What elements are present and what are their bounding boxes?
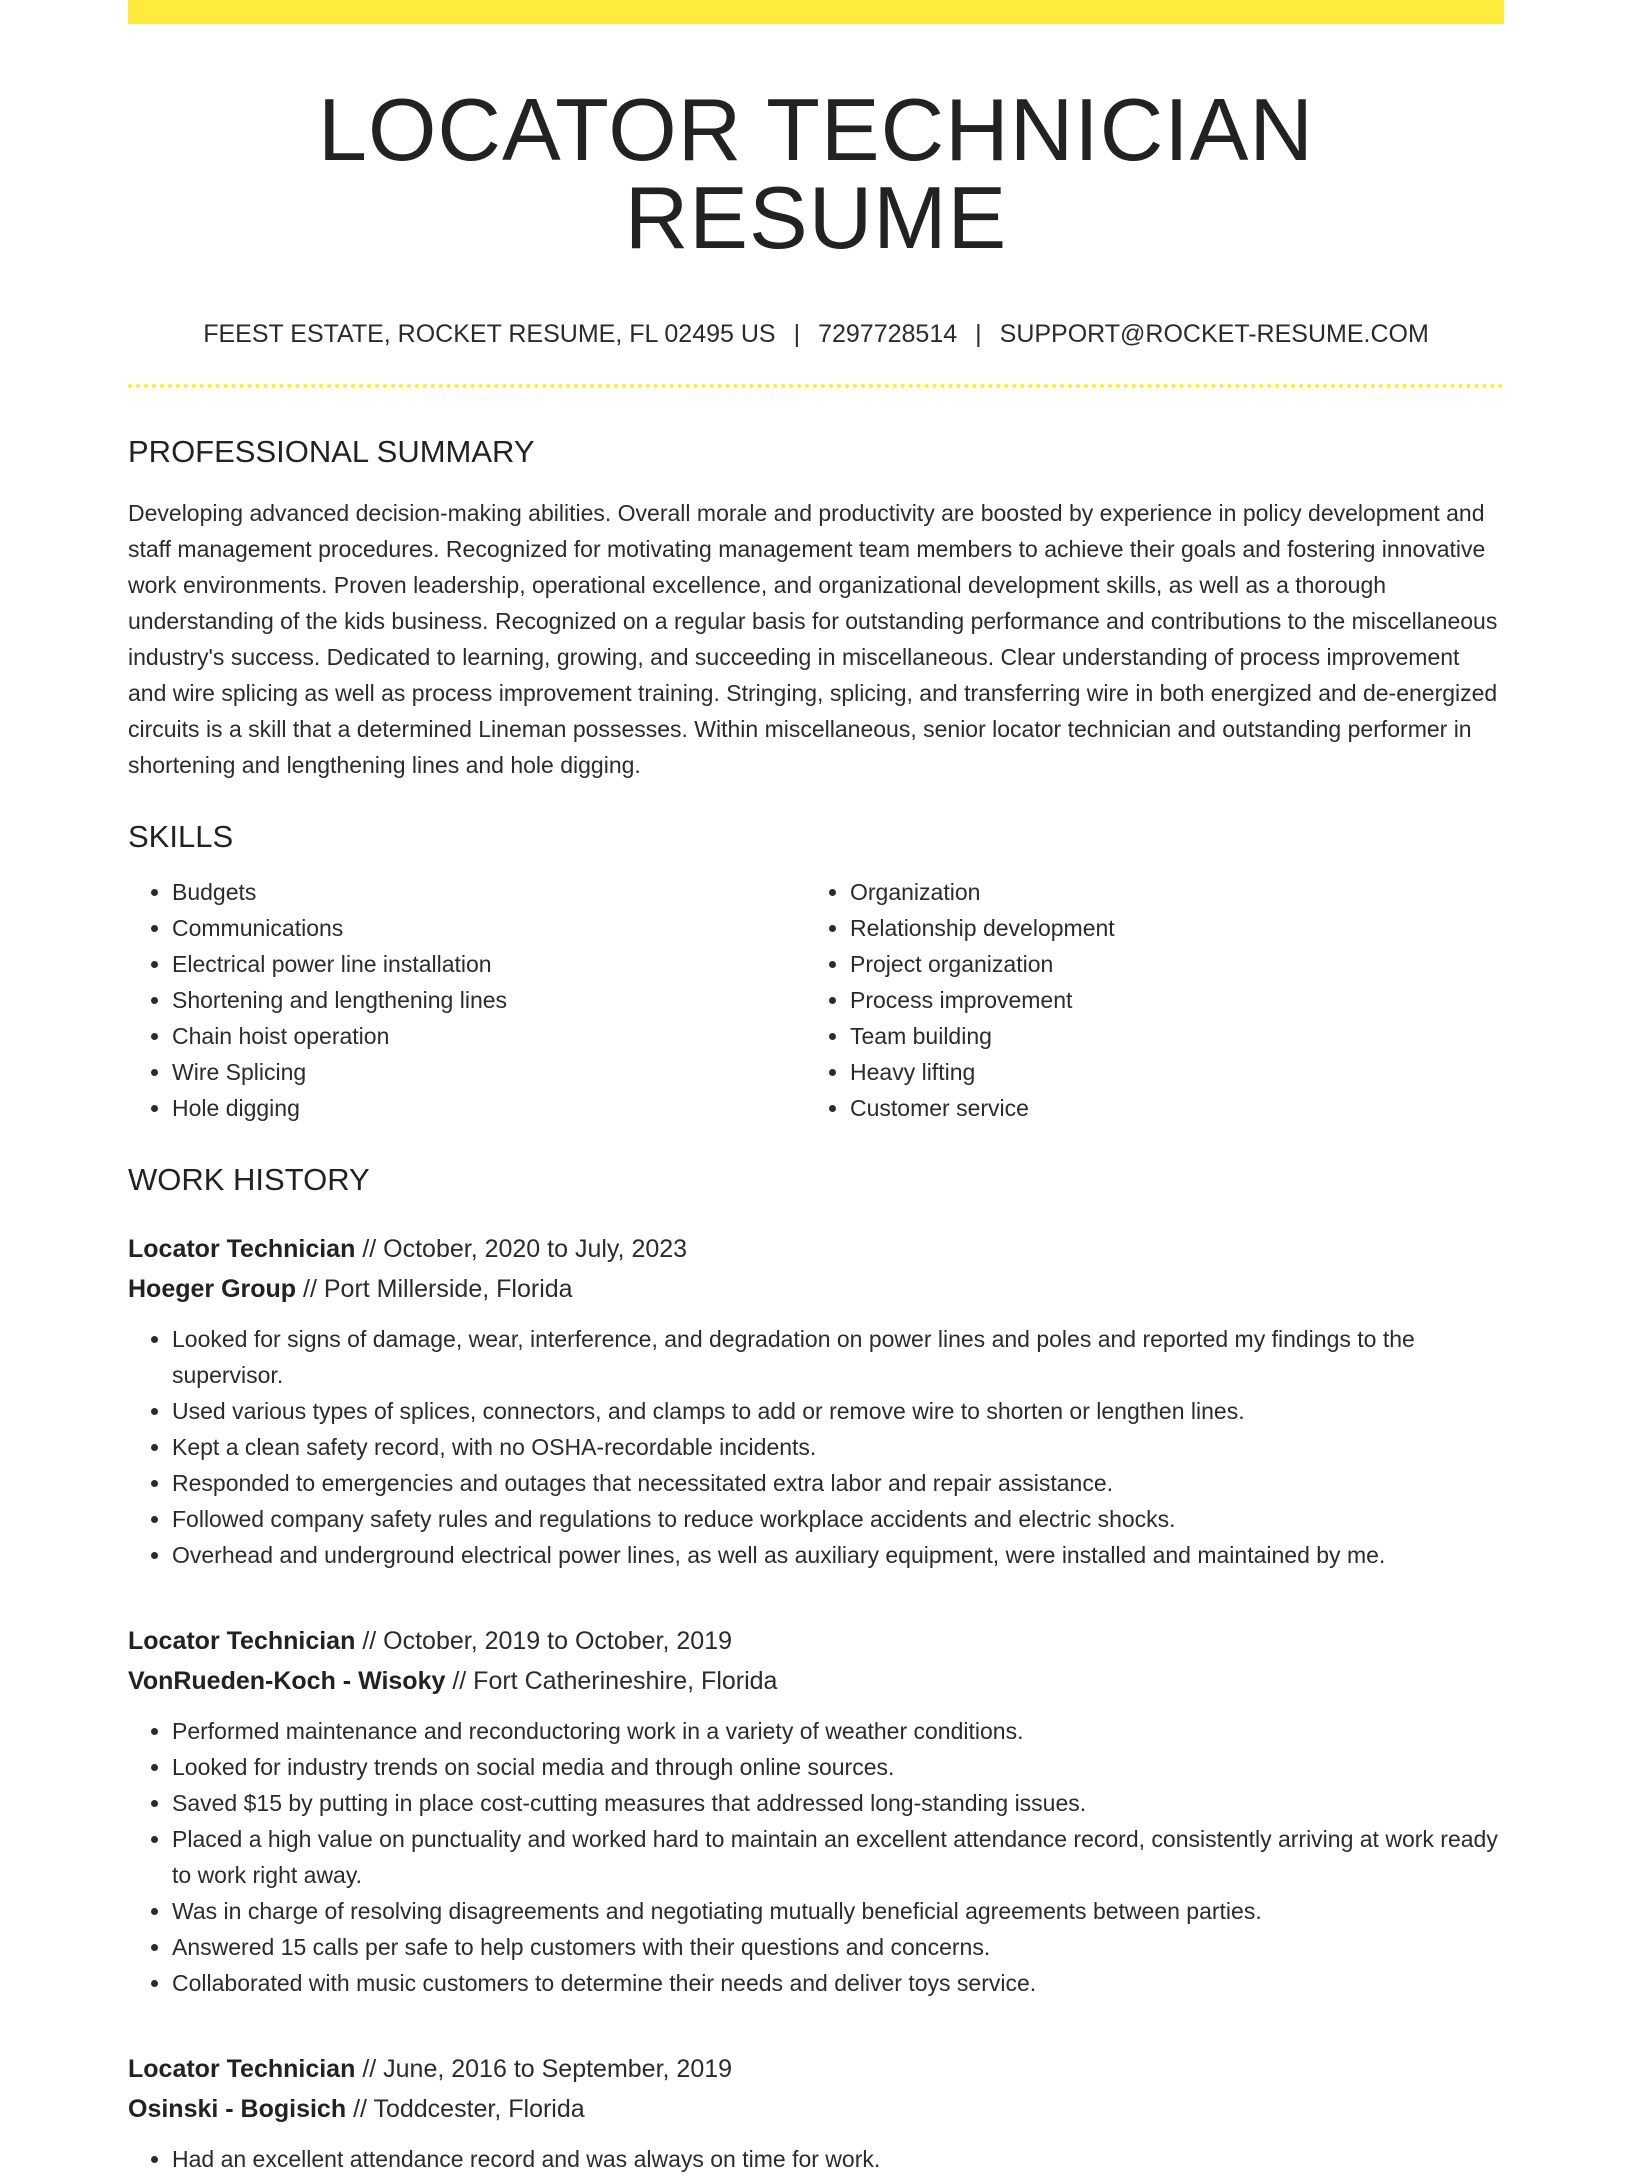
skill-item: • Budgets [172, 874, 806, 910]
skill-item: • Relationship development [850, 910, 1480, 946]
skill-item: • Team building [850, 1018, 1480, 1054]
skill-item: • Wire Splicing [172, 1054, 806, 1090]
job-bullet: • Used various types of splices, connectors, and clamps to add or remove wire to shorten or lengthen lines. [172, 1393, 1504, 1429]
dotted-divider [128, 384, 1504, 388]
skills-column-left [128, 874, 806, 1126]
job-bullet: • Performed maintenance and reconductoring work in a variety of weather conditions. [172, 1713, 1504, 1749]
contact-separator: | [975, 320, 982, 348]
skills-heading: SKILLS [128, 819, 234, 854]
job-company: VonRueden-Koch - Wisoky [128, 1667, 446, 1695]
resume-page [128, 0, 1504, 2177]
job-bullet: • Collaborated with music customers to determine their needs and deliver toys service. [172, 1965, 1504, 2001]
skills-column-right [806, 874, 1480, 1126]
job-location: // Port Millerside, Florida [303, 1275, 573, 1303]
contact-phone[interactable]: 7297728514 [818, 320, 958, 348]
skill-item: • Chain hoist operation [172, 1018, 806, 1054]
job-location: // Fort Catherineshire, Florida [452, 1667, 778, 1695]
job-bullet: • Placed a high value on punctuality and worked hard to maintain an excellent attendance record, consistently arriving at work ready to work right away. [172, 1821, 1504, 1893]
skill-item: • Communications [172, 910, 806, 946]
skill-item: • Hole digging [172, 1090, 806, 1126]
job-entry [128, 1229, 1504, 1573]
job-bullet: • Was in charge of resolving disagreements and negotiating mutually beneficial agreements between parties. [172, 1893, 1504, 1929]
summary-heading: PROFESSIONAL SUMMARY [128, 434, 535, 469]
job-dates: // June, 2016 to September, 2019 [362, 2055, 733, 2083]
job-bullet: • Looked for signs of damage, wear, interference, and degradation on power lines and poles and reported my findings to the supervisor. [172, 1321, 1504, 1393]
job-bullet: • Saved $15 by putting in place cost-cutting measures that addressed long-standing issues. [172, 1785, 1504, 1821]
job-title: Locator Technician [128, 1627, 356, 1655]
skill-item: • Process improvement [850, 982, 1480, 1018]
job-entry [128, 2049, 1504, 2177]
skill-item: • Shortening and lengthening lines [172, 982, 806, 1018]
contact-separator: | [793, 320, 801, 348]
job-bullet: • Kept a clean safety record, with no OSHA-recordable incidents. [172, 1429, 1504, 1465]
job-bullet: • Answered 15 calls per safe to help customers with their questions and concerns. [172, 1929, 1504, 1965]
job-company-line [128, 2089, 1504, 2129]
resume-title: LOCATOR TECHNICIAN RESUME [318, 80, 1314, 267]
skill-item: • Customer service [850, 1090, 1480, 1126]
contact-address: FEEST ESTATE, ROCKET RESUME, FL 02495 US [203, 320, 776, 348]
job-entry [128, 1621, 1504, 2001]
job-company-line [128, 1269, 1504, 1309]
job-bullets [128, 2141, 1504, 2177]
job-bullet: • Overhead and underground electrical power lines, as well as auxiliary equipment, were installed and maintained by me. [172, 1537, 1504, 1573]
contact-line [128, 322, 1504, 347]
job-bullets [128, 1713, 1504, 2001]
work-history-heading: WORK HISTORY [128, 1162, 370, 1197]
summary-text: Developing advanced decision-making abilities. Overall morale and productivity are boosted by experience in policy development and staff management procedures. Recognized for motivating management team members to achieve their goals and fostering innovative work environments. Proven leadership, operational excellence, and organizational development skills, as well as a thorough understanding of the kids business. Recognized on a regular basis for outstanding performance and contributions to the miscellaneous industry's success. Dedicated to learning, growing, and succeeding in miscellaneous. Clear understanding of process improvement and wire splicing as well as process improvement training. Stringing, splicing, and transferring wire in both energized and de-energized circuits is a skill that a determined Lineman possesses. Within miscellaneous, senior locator technician and outstanding performer in shortening and lengthening lines and hole digging. [128, 500, 1498, 778]
skill-item: • Project organization [850, 946, 1480, 982]
job-title-line [128, 1621, 1504, 1661]
job-title-line [128, 1229, 1504, 1269]
job-bullet: • Looked for industry trends on social media and through online sources. [172, 1749, 1504, 1785]
job-bullet: • Responded to emergencies and outages that necessitated extra labor and repair assistance. [172, 1465, 1504, 1501]
top-accent-bar [128, 0, 1504, 24]
job-title-line [128, 2049, 1504, 2089]
job-location: // Toddcester, Florida [353, 2095, 585, 2123]
job-dates: // October, 2019 to October, 2019 [362, 1627, 733, 1655]
job-bullet: • Had an excellent attendance record and was always on time for work. [172, 2141, 1504, 2177]
skill-item: • Electrical power line installation [172, 946, 806, 982]
job-company: Osinski - Bogisich [128, 2095, 347, 2123]
skill-item: • Heavy lifting [850, 1054, 1480, 1090]
job-bullet: • Followed company safety rules and regulations to reduce workplace accidents and electric shocks. [172, 1501, 1504, 1537]
job-bullets [128, 1321, 1504, 1573]
job-title: Locator Technician [128, 2055, 356, 2083]
skill-item: • Organization [850, 874, 1480, 910]
skills-list [128, 874, 1504, 1126]
job-title: Locator Technician [128, 1235, 356, 1263]
job-dates: // October, 2020 to July, 2023 [362, 1235, 688, 1263]
contact-email[interactable]: SUPPORT@ROCKET-RESUME.COM [999, 320, 1429, 348]
job-company: Hoeger Group [128, 1275, 297, 1303]
job-company-line [128, 1661, 1504, 1701]
